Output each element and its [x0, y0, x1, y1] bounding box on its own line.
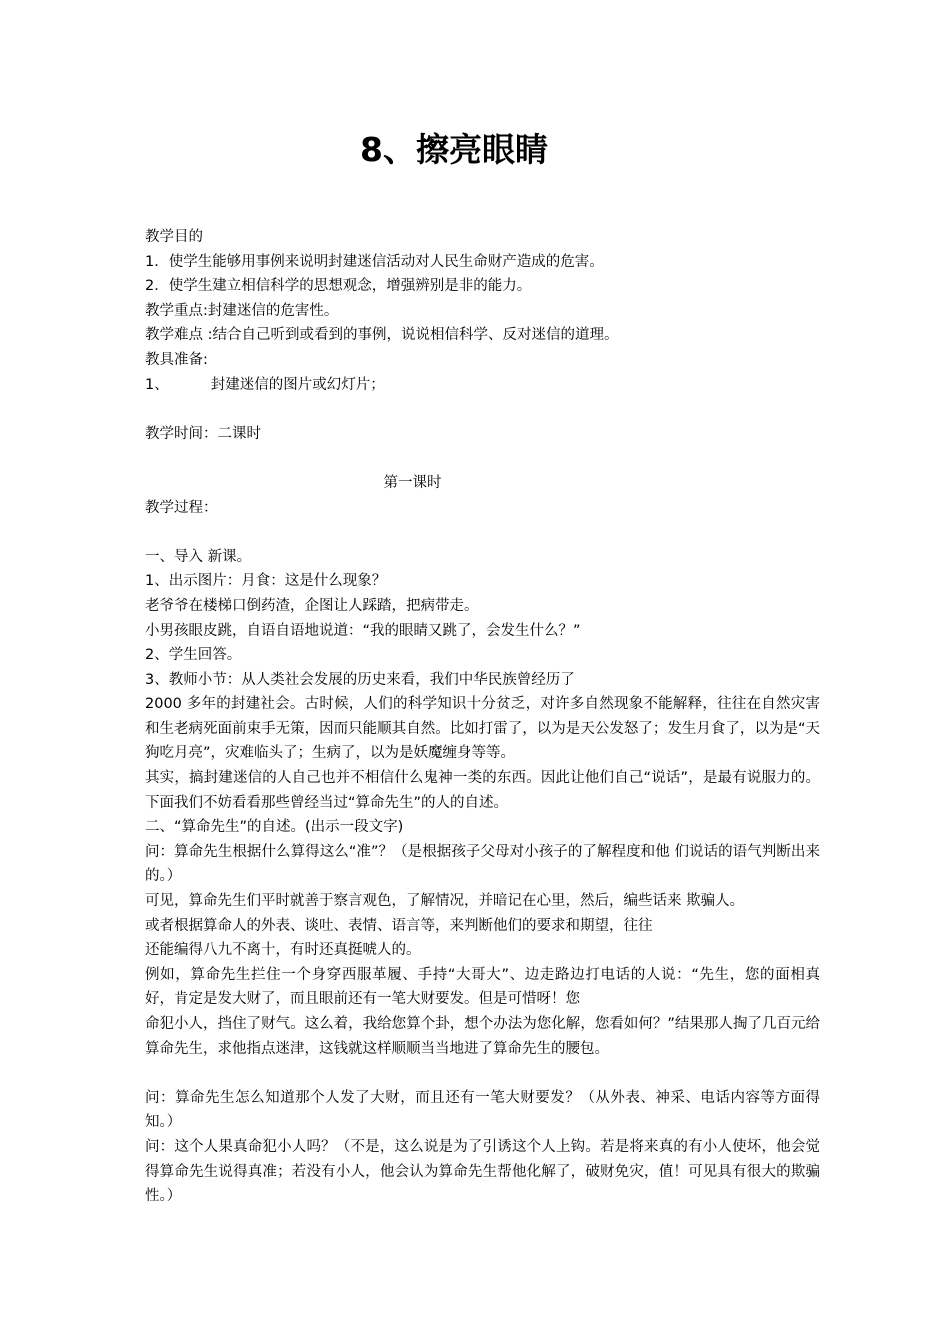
lesson-heading: 第一课时 — [383, 474, 442, 491]
list-marker: 1、 — [145, 376, 169, 393]
paragraph-judgement-line-2: 还能编得八九不离十，有时还真挺唬人的。 — [145, 942, 421, 959]
step-1-item-3: 3、教师小节：从人类社会发展的历史来看，我们中华民族曾经历了 — [145, 671, 575, 688]
step-1-item-2: 2、学生回答。 — [145, 647, 242, 664]
difficulty-point: 教学难点 :结合自己听到或看到的事例，说说相信科学、反对迷信的道理。 — [145, 327, 619, 344]
key-point: 教学重点:封建迷信的危害性。 — [145, 302, 339, 319]
step-1-heading: 一、导入 新课。 — [145, 548, 252, 565]
materials-item-text: 封建迷信的图片或幻灯片； — [210, 376, 385, 393]
section-heading-objectives: 教学目的 — [145, 229, 203, 245]
step-2-heading: 二、“算命先生”的自述。(出示一段文字) — [145, 819, 404, 836]
step-1-example-2: 小男孩眼皮跳，自语自语地说道：“我的眼睛又跳了，会发生什么？” — [145, 622, 581, 639]
step-1-item-1: 1、出示图片：月食：这是什么现象？ — [145, 573, 387, 590]
objective-item-2: 2．使学生建立相信科学的思想观念，增强辨别是非的能力。 — [145, 278, 532, 295]
materials-heading: 教具准备: — [145, 351, 208, 368]
paragraph-example-part-1: 例如，算命先生拦住一个身穿西服革履、手持“大哥大”、边走路边打电话的人说：“先生，您的面相真好，肯定是发大财了，而且眼前还有一笔大财要发。但是可惜呀！您 — [145, 966, 820, 1008]
question-2: 问：算命先生怎么知道那个人发了大财，而且还有一笔大财要发？（从外表、神采、电话内容等方面得知。） — [145, 1089, 820, 1131]
paragraph-fortune-intro: 其实，搞封建迷信的人自己也并不相信什么鬼神一类的东西。因此让他们自己“说话”，是最有说服力的。下面我们不妨看看那些曾经当过“算命先生”的人的自述。 — [145, 770, 820, 811]
paragraph-history: 2000 多年的封建社会。古时候，人们的科学知识十分贫乏，对许多自然现象不能解释，往往在自然灾害和生老病死面前束手无策，因而只能顺其自然。比如打雷了，以为是天公发怒了；发生月食了，以为是“天狗吃月亮”，灾难临头了；生病了，以为是妖魔缠身等等。 — [145, 696, 820, 762]
paragraph-judgement-line-1: 或者根据算命人的外表、谈吐、表情、语言等，来判断他们的要求和期望，往往 — [145, 917, 653, 934]
materials-item-1 — [145, 373, 820, 398]
process-heading: 教学过程： — [145, 499, 218, 516]
paragraph-example-part-2: 命犯小人，挡住了财气。这么着，我给您算个卦，想个办法为您化解，您看如何？”结果那人掏了几百元给算命先生，求他指点迷津，这钱就这样顺顺当当地进了算命先生的腰包。 — [145, 1016, 820, 1057]
step-1-example-1: 老爷爷在楼梯口倒药渣，企图让人踩踏，把病带走。 — [145, 597, 479, 614]
teaching-time: 教学时间：二课时 — [145, 425, 261, 442]
paragraph-observation: 可见，算命先生们平时就善于察言观色，了解情况，并暗记在心里，然后，编些话来 欺骗人。 — [145, 893, 745, 910]
question-1: 问：算命先生根据什么算得这么“准”？（是根据孩子父母对小孩子的了解程度和他 们说话的语气判断出来的。） — [145, 843, 820, 885]
document-title: 8、擦亮眼睛 — [360, 130, 548, 169]
document-body — [145, 225, 820, 1209]
objective-item-1: 1．使学生能够用事例来说明封建迷信活动对人民生命财产造成的危害。 — [145, 253, 604, 270]
question-3: 问：这个人果真命犯小人吗？（不是，这么说是为了引诱这个人上钩。若是将来真的有小人使坏，他会觉得算命先生说得真准；若没有小人，他会认为算命先生帮他化解了，破财免灾，值！可见具有很大的欺骗性。） — [145, 1138, 820, 1205]
